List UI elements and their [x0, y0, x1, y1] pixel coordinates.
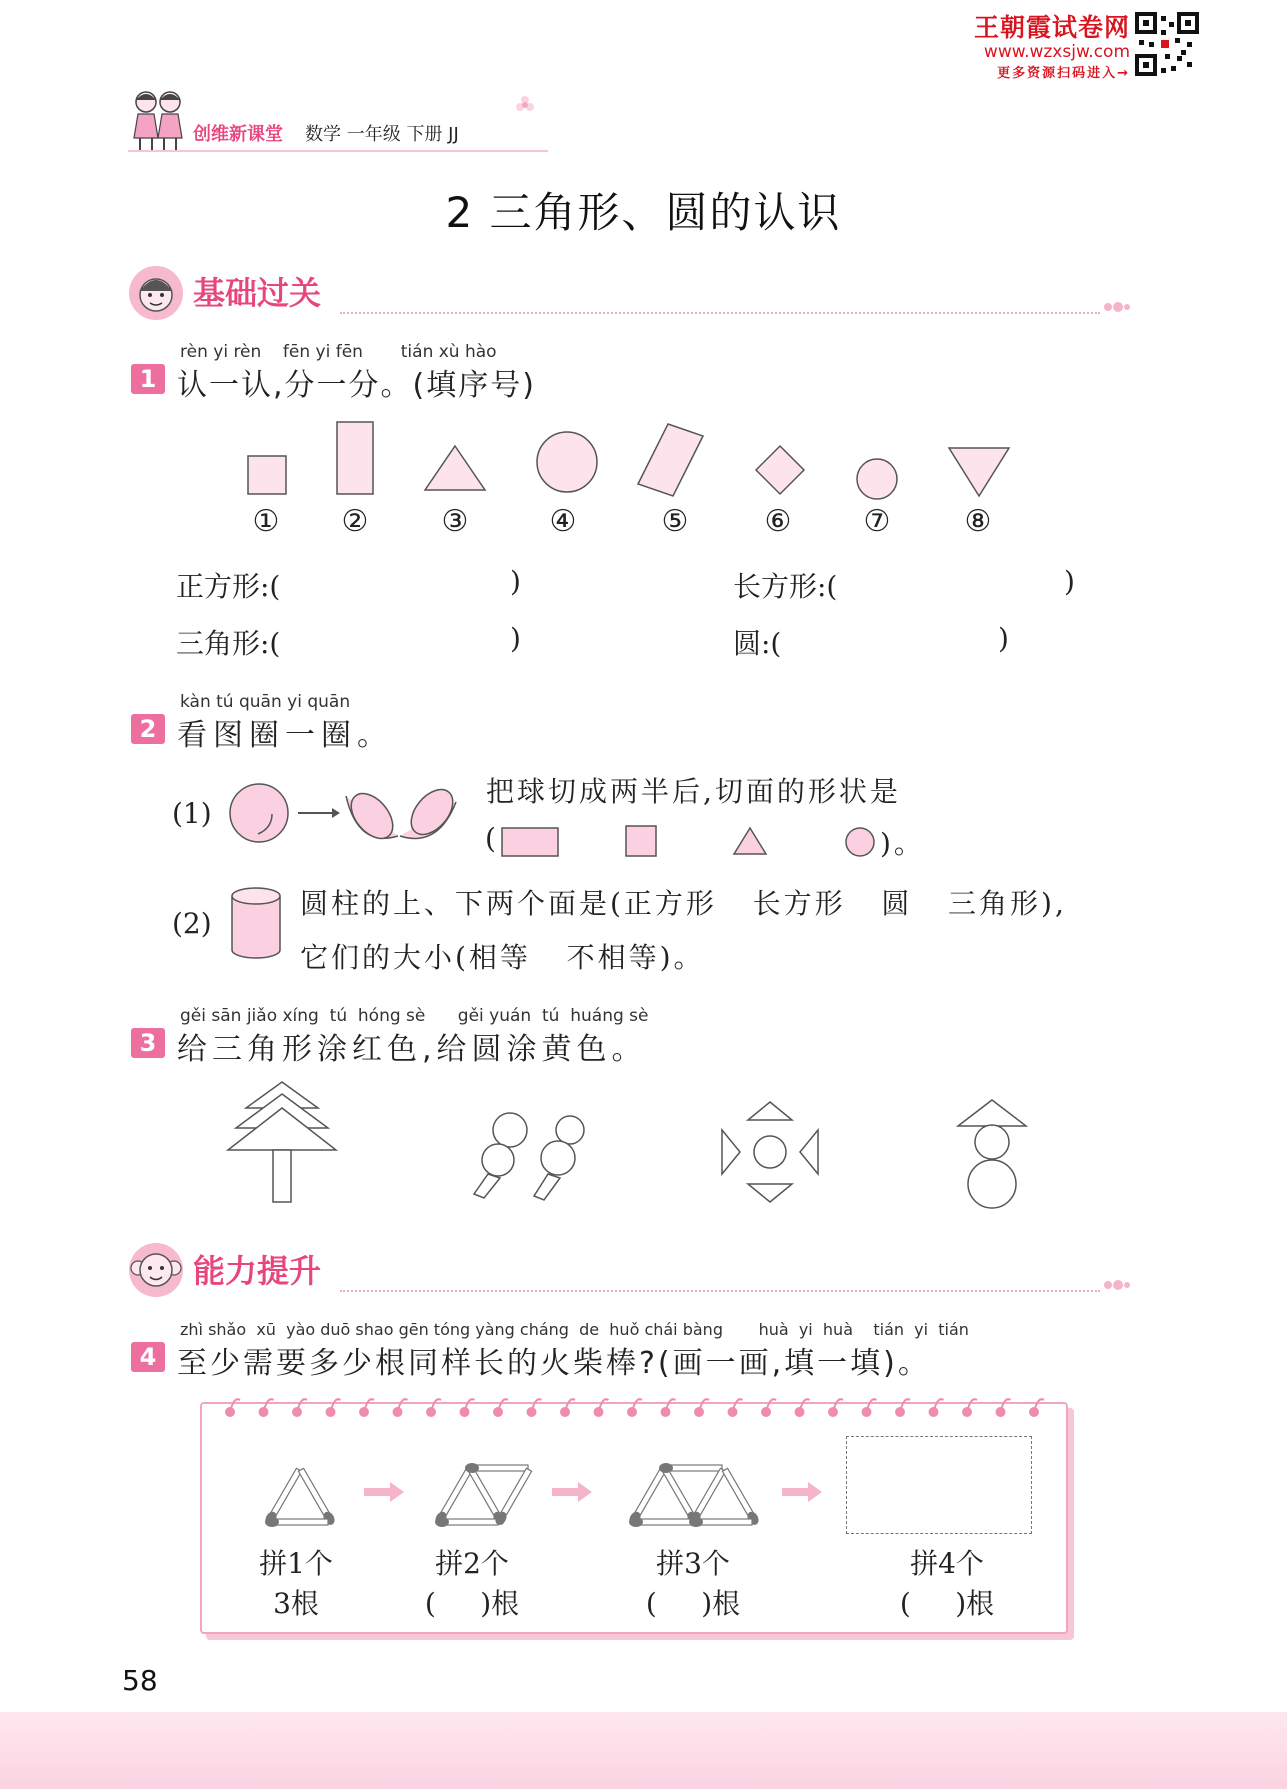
ring-loop — [967, 1399, 977, 1412]
ball-cut-illustration — [228, 778, 464, 848]
rectangle-answer-label: 长方形:( — [733, 570, 838, 603]
shape-label-4: ④ — [549, 504, 577, 539]
triangle-answer-close: ) — [510, 622, 521, 655]
arrow-icon — [552, 1482, 592, 1502]
ring-loop — [1001, 1399, 1011, 1412]
ring-loop — [498, 1399, 508, 1412]
monkey-mascot-icon — [128, 1242, 184, 1298]
ring-loop — [766, 1399, 776, 1412]
ring-loop — [934, 1399, 944, 1412]
choice-rectangle — [502, 828, 558, 856]
notebook-rings — [216, 1394, 1046, 1420]
choice-triangle — [734, 828, 766, 854]
footer-band — [0, 1712, 1287, 1789]
ring-loop — [666, 1399, 676, 1412]
section-divider — [340, 312, 1100, 314]
item-4-label: 拼4个 — [910, 1547, 984, 1580]
page-number: 58 — [122, 1664, 158, 1697]
scan-text: 更多资源扫码进入→ — [997, 66, 1130, 81]
q2-part1-open: ( — [485, 822, 499, 855]
shape-label-1: ① — [252, 504, 280, 539]
ring-loop — [900, 1399, 910, 1412]
teacher-mascot-icon — [128, 265, 184, 321]
ring-loop — [1034, 1399, 1044, 1412]
ring-loop — [398, 1399, 408, 1412]
q1-number: 1 — [131, 364, 165, 394]
ring-loop — [331, 1399, 341, 1412]
arrow-icon — [782, 1482, 822, 1502]
q2-part1-text: 把球切成两半后,切面的形状是 — [486, 775, 901, 808]
ring-loop — [431, 1399, 441, 1412]
q2-part1-label: (1) — [172, 797, 212, 830]
ring-loop — [532, 1399, 542, 1412]
triangle-answer-label: 三角形:( — [176, 627, 281, 660]
item-3-label: 拼3个 — [656, 1547, 730, 1580]
matchstick-triangle-1 — [263, 1467, 337, 1527]
section-divider — [340, 1290, 1100, 1292]
q2-number: 2 — [131, 714, 165, 744]
ring-loop — [800, 1399, 810, 1412]
shape-label-6: ⑥ — [764, 504, 792, 539]
q2-part2-line2: 它们的大小(相等 不相等)。 — [300, 941, 705, 974]
item-3-count: ( )根 — [645, 1587, 741, 1620]
shape-triangle-inverted — [949, 448, 1009, 496]
ring-loop — [364, 1399, 374, 1412]
book-info: 数学 一年级 下册 JJ — [305, 124, 459, 145]
website-url[interactable]: www.wzxsjw.com — [983, 42, 1130, 62]
shape-rectangle-tall — [337, 422, 373, 494]
item-1-count: 3根 — [273, 1587, 319, 1620]
logo-text: 王朝霞试卷网 — [973, 13, 1130, 42]
q3-number: 3 — [131, 1028, 165, 1058]
rectangle-answer-close: ) — [1064, 565, 1075, 598]
arrow-icon — [364, 1482, 404, 1502]
shape-rectangle-tilted — [638, 424, 703, 496]
q4-pinyin: zhì shǎo xū yào duō shao gēn tóng yàng cháng de huǒ chái bàng huà yi huà tián yi tián — [180, 1320, 969, 1339]
shape-label-3: ③ — [441, 504, 469, 539]
q3-text: 给三角形涂红色,给圆涂黄色。 — [177, 1032, 647, 1067]
ring-loop — [465, 1399, 475, 1412]
ring-loop — [599, 1399, 609, 1412]
square-answer-close: ) — [510, 565, 521, 598]
choice-square — [626, 826, 656, 856]
snowman-figure — [958, 1100, 1026, 1208]
ring-loop — [867, 1399, 877, 1412]
qr-code-icon[interactable] — [1135, 12, 1199, 76]
q3-figures[interactable] — [220, 1078, 1050, 1218]
item-1-label: 拼1个 — [259, 1547, 333, 1580]
ring-loop — [632, 1399, 642, 1412]
shape-triangle — [425, 446, 485, 490]
q1-text: 认一认,分一分。(填序号) — [177, 368, 536, 403]
item-2-count: ( )根 — [424, 1587, 520, 1620]
q2-part2-label: (2) — [172, 907, 212, 940]
q2-part2-line1: 圆柱的上、下两个面是(正方形 长方形 圆 三角形), — [300, 887, 1067, 920]
q3-pinyin: gěi sān jiǎo xíng tú hóng sè gěi yuán tú huáng sè — [180, 1006, 649, 1026]
ring-loop — [733, 1399, 743, 1412]
shape-label-5: ⑤ — [661, 504, 689, 539]
q2-text: 看图圈一圈。 — [177, 718, 393, 753]
shape-label-2: ② — [341, 504, 369, 539]
drawing-area[interactable] — [846, 1436, 1032, 1534]
choice-circle — [846, 828, 874, 856]
q1-shapes — [220, 410, 1040, 510]
shape-circle-small — [857, 459, 897, 499]
compass-figure — [722, 1102, 818, 1202]
cylinder-icon — [228, 886, 284, 962]
ring-loop — [264, 1399, 274, 1412]
shape-label-7: ⑦ — [863, 504, 891, 539]
tree-figure — [228, 1082, 336, 1202]
q2-part1-close: )。 — [880, 827, 925, 860]
dots-decoration-icon — [1102, 298, 1132, 316]
shape-label-8: ⑧ — [964, 504, 992, 539]
shape-square — [248, 456, 286, 494]
matchstick-triangle-2 — [433, 1463, 533, 1527]
site-logo — [960, 8, 1130, 81]
ring-loop — [699, 1399, 709, 1412]
section-title-basic: 基础过关 — [193, 274, 322, 312]
header-divider — [128, 150, 548, 152]
item-2-label: 拼2个 — [435, 1547, 509, 1580]
circle-answer-label: 圆:( — [733, 627, 782, 660]
section-title-advanced: 能力提升 — [193, 1252, 322, 1290]
circle-answer-close: ) — [998, 622, 1009, 655]
flower-icon — [514, 94, 536, 116]
matchstick-triangle-3 — [627, 1463, 761, 1527]
q1-pinyin: rèn yi rèn fēn yi fēn tián xù hào — [180, 342, 497, 362]
q4-text: 至少需要多少根同样长的火柴棒?(画一画,填一填)。 — [177, 1346, 931, 1381]
q2-part1-choices[interactable] — [498, 818, 918, 862]
q2-pinyin: kàn tú quān yi quān — [180, 692, 351, 712]
square-answer-label: 正方形:( — [176, 570, 281, 603]
ring-loop — [565, 1399, 575, 1412]
item-4-count: ( )根 — [899, 1587, 995, 1620]
shape-circle-large — [537, 432, 597, 492]
series-name: 创维新课堂 — [193, 124, 283, 145]
lollipop-figure — [474, 1113, 584, 1200]
q4-number: 4 — [131, 1342, 165, 1372]
ring-loop — [833, 1399, 843, 1412]
ring-loop — [297, 1399, 307, 1412]
page-title: 2 三角形、圆的认识 — [445, 188, 842, 237]
shape-diamond — [756, 446, 804, 494]
cartoon-kids-icon — [128, 88, 190, 154]
dots-decoration-icon — [1102, 1276, 1132, 1294]
ring-loop — [230, 1399, 240, 1412]
